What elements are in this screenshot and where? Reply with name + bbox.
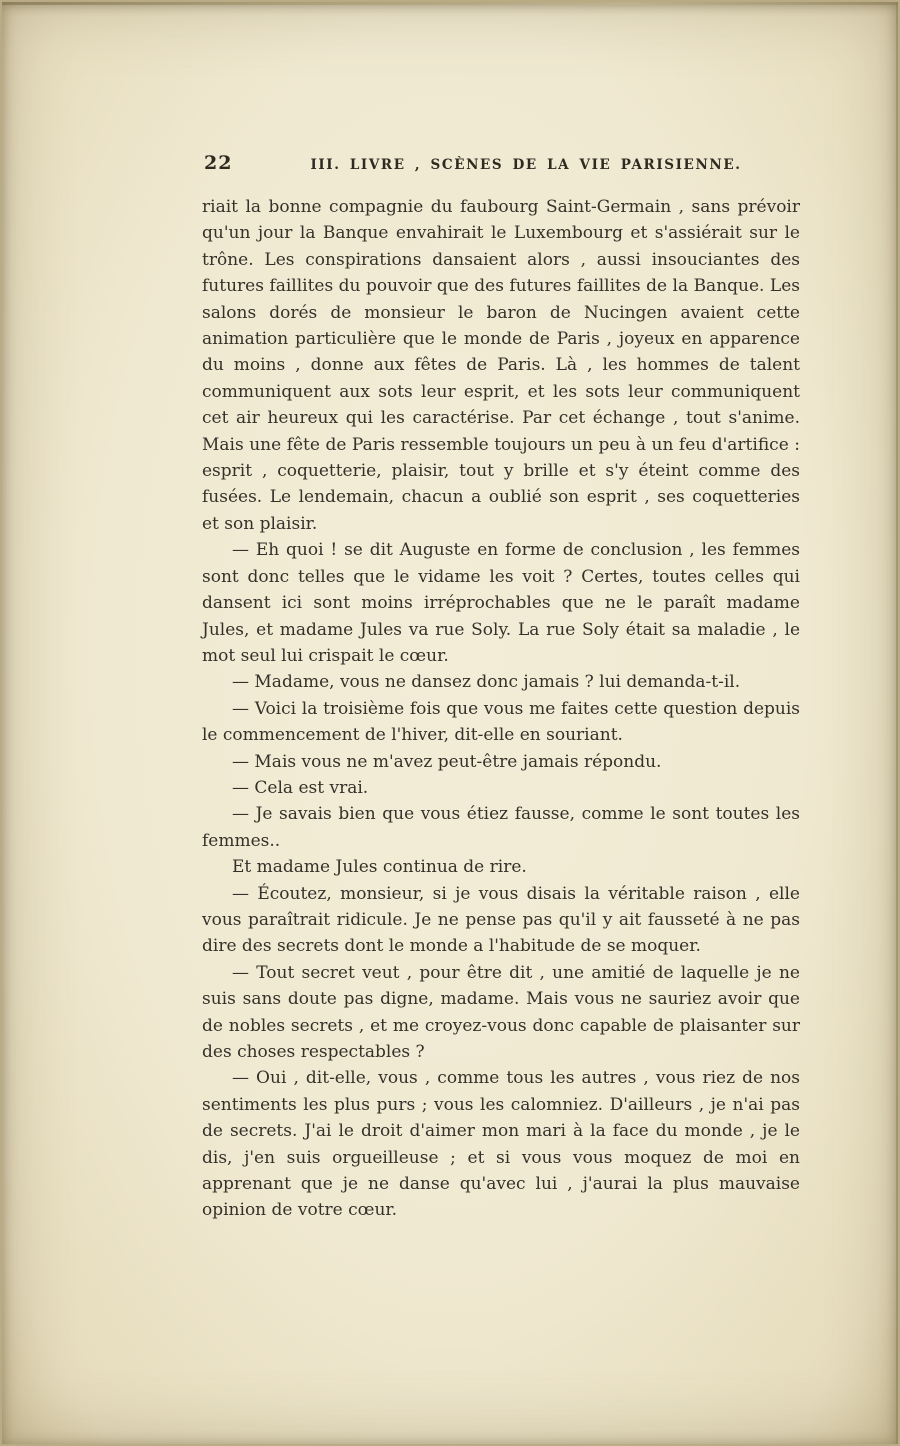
- paragraph-1: riait la bonne compagnie du faubourg Saint-Germain , sans prévoir qu'un jour la Banque envahirait le Luxembourg et s'assiérait sur le trône. Les conspirations dansaient alors , aussi insouciantes des futures faillites du pouvoir que des futures faillites de la Banque. Les salons dorés de monsieur le baron de Nucingen avaient cette animation particulière que le monde de Paris , joyeux en apparence du moins , donne aux fêtes de Paris. Là , les hommes de talent communiquent aux sots leur esprit, et les sots leur communiquent cet air heureux qui les caractérise. Par cet échange , tout s'anime. Mais une fête de Paris ressemble toujours un peu à un feu d'artifice : esprit , coquetterie, plaisir, tout y brille et s'y éteint comme des fusées. Le lendemain, chacun a oublié son esprit , ses coquetteries et son plaisir.: [202, 197, 800, 534]
- paragraph-10: — Tout secret veut , pour être dit , une amitié de laquelle je ne suis sans doute pas digne, madame. Mais vous ne sauriez avoir que de nobles secrets , et me croyez-vous donc capable de plaisanter sur des choses respectables ?: [202, 962, 800, 1062]
- page-number: 22: [204, 152, 233, 174]
- paragraph-7: — Je savais bien que vous étiez fausse, comme le sont toutes les femmes..: [202, 804, 800, 851]
- paragraph-6: — Cela est vrai.: [232, 777, 369, 798]
- paragraph-9: — Écoutez, monsieur, si je vous disais la véritable raison , elle vous paraîtrait ridicule. Je ne pense pas qu'il y ait fausseté à ne pas dire des secrets dont le monde a l'habitude de se moquer.: [202, 883, 800, 957]
- page-header: [202, 150, 800, 184]
- paragraph-3: — Madame, vous ne dansez donc jamais ? lui demanda-t-il.: [232, 672, 741, 693]
- scan-edge-right: [896, 2, 898, 1444]
- paragraph-5: — Mais vous ne m'avez peut-être jamais répondu.: [232, 751, 662, 772]
- paragraph-2: — Eh quoi ! se dit Auguste en forme de conclusion , les femmes sont donc telles que le vidame les voit ? Certes, toutes celles qui dansent ici sont moins irréprochables que ne le paraît madame Jules, et madame Jules va rue Soly. La rue Soly était sa maladie , le mot seul lui crispait le cœur.: [202, 540, 800, 666]
- paragraph-8: Et madame Jules continua de rire.: [232, 857, 527, 878]
- running-header-title: III. LIVRE , SCÈNES DE LA VIE PARISIENNE.: [310, 157, 742, 173]
- text-column: [202, 150, 800, 1224]
- paragraph-4: — Voici la troisième fois que vous me faites cette question depuis le commencement de l'hiver, dit-elle en souriant.: [202, 698, 800, 746]
- scan-edge-top: [2, 2, 898, 5]
- paragraph-11: — Oui , dit-elle, vous , comme tous les autres , vous riez de nos sentiments les plus purs ; vous les calomniez. D'ailleurs , je n'ai pas de secrets. J'ai le droit d'aimer mon mari à la face du monde , je le dis, j'en suis orgueilleuse ; et si vous vous moquez de moi en apprenant que je ne danse qu'avec lui , j'aurai la plus mauvaise opinion de votre cœur.: [202, 1068, 800, 1221]
- page-body: [202, 194, 800, 1224]
